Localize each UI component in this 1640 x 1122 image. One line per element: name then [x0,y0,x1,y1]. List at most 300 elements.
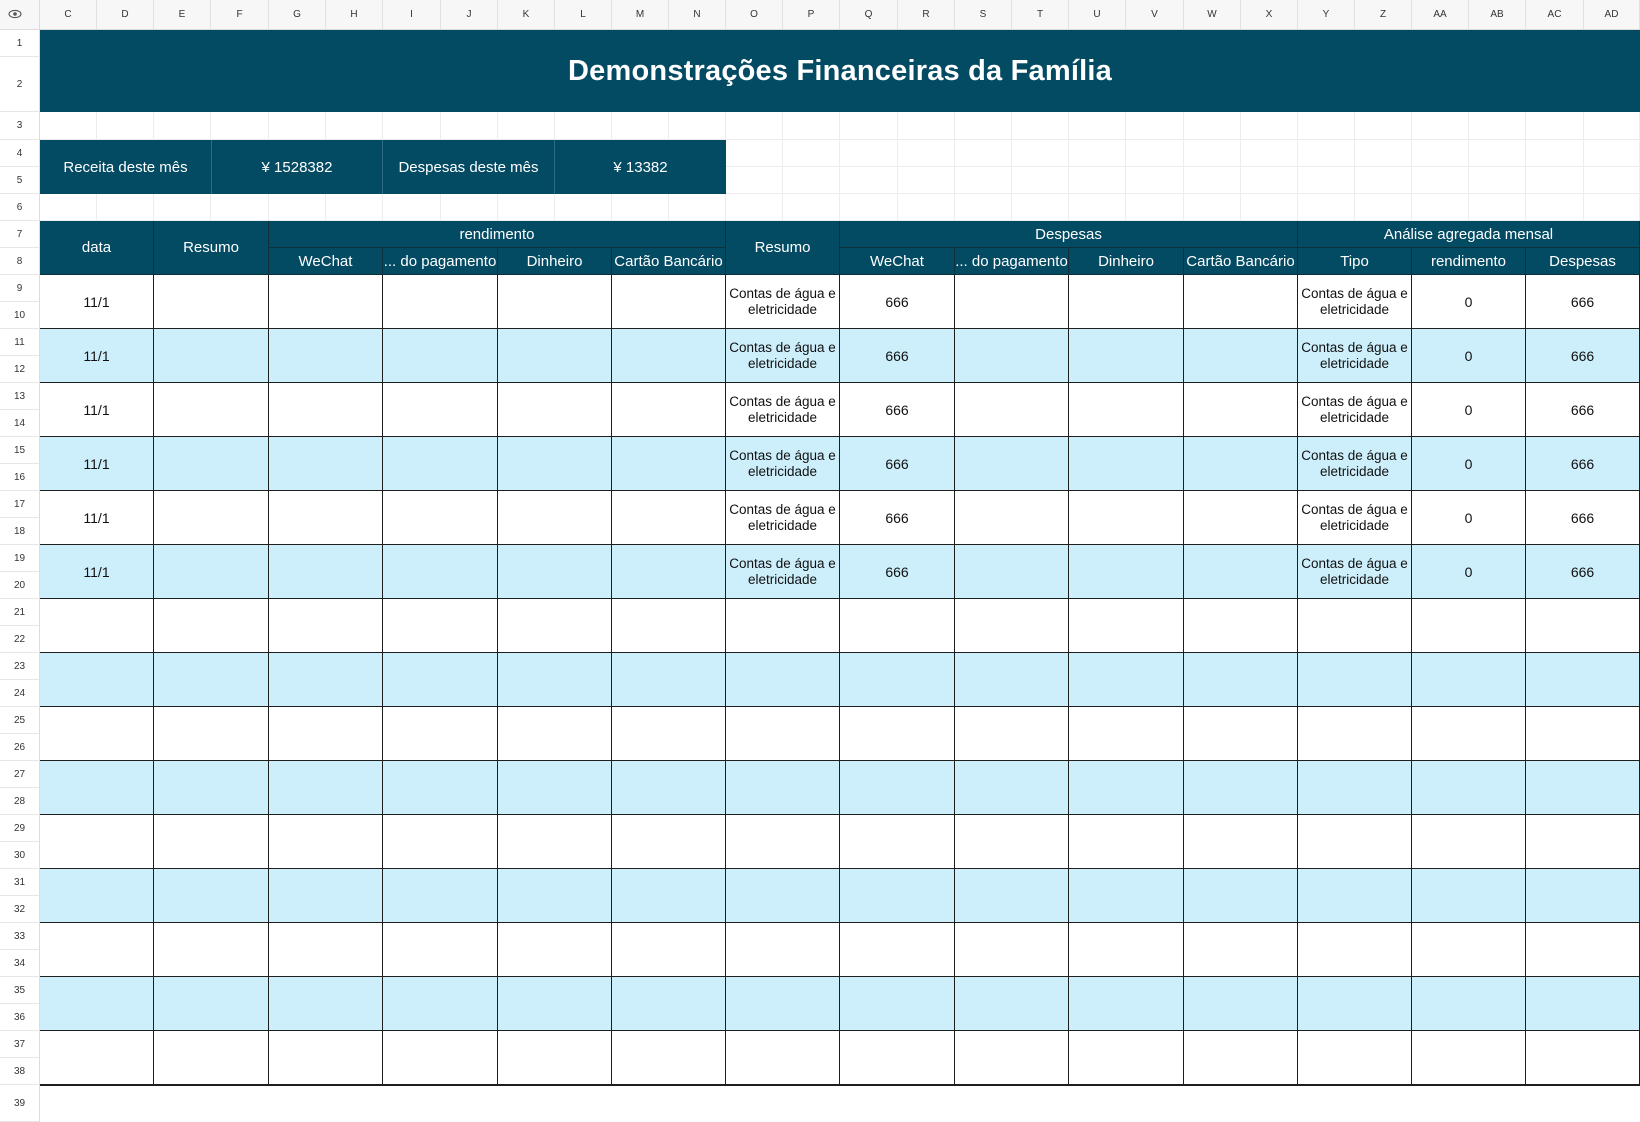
table-cell[interactable]: 666 [840,545,955,599]
table-cell[interactable]: 0 [1412,437,1526,491]
table-cell[interactable] [955,761,1069,815]
header-date[interactable]: data [40,221,154,275]
table-cell[interactable]: 11/1 [40,383,154,437]
table-cell[interactable] [1069,599,1184,653]
column-header[interactable]: I [383,0,441,30]
table-cell[interactable] [612,491,726,545]
grid-cell[interactable] [669,112,726,140]
grid-cell[interactable] [269,194,326,221]
table-cell[interactable] [1069,491,1184,545]
table-cell[interactable] [955,977,1069,1031]
grid-cell[interactable] [1412,140,1469,167]
table-cell[interactable] [1184,383,1298,437]
table-cell[interactable] [1184,329,1298,383]
table-cell[interactable] [726,1031,840,1085]
table-cell[interactable] [1412,815,1526,869]
header-summary-income[interactable]: Resumo [154,221,269,275]
table-cell[interactable] [1298,599,1412,653]
table-cell[interactable] [955,437,1069,491]
column-header[interactable]: D [97,0,154,30]
grid-cell[interactable] [955,167,1012,194]
row-header[interactable]: 36 [0,1004,40,1031]
table-cell[interactable] [40,923,154,977]
grid-cell[interactable] [898,167,955,194]
table-cell[interactable] [1184,977,1298,1031]
table-cell[interactable] [1298,923,1412,977]
table-cell[interactable] [1526,869,1640,923]
grid-cell[interactable] [898,194,955,221]
grid-cell[interactable] [383,194,441,221]
grid-cell[interactable] [1069,140,1126,167]
grid-cell[interactable] [612,112,669,140]
table-cell[interactable] [1412,869,1526,923]
header-income-col[interactable]: Dinheiro [498,248,612,275]
header-analysis-col[interactable]: Tipo [1298,248,1412,275]
row-header[interactable]: 16 [0,464,40,491]
table-cell[interactable] [726,815,840,869]
table-cell[interactable] [955,599,1069,653]
table-cell[interactable]: 0 [1412,275,1526,329]
grid-cell[interactable] [1012,112,1069,140]
grid-cell[interactable] [1526,140,1584,167]
table-cell[interactable] [498,599,612,653]
header-group-analysis[interactable]: Análise agregada mensal [1298,221,1640,248]
grid-cell[interactable] [555,194,612,221]
table-cell[interactable] [269,653,383,707]
grid-cell[interactable] [1526,194,1584,221]
grid-cell[interactable] [1584,140,1640,167]
column-header[interactable]: AD [1584,0,1640,30]
grid-cell[interactable] [726,167,783,194]
grid-cell[interactable] [726,194,783,221]
table-cell[interactable] [154,815,269,869]
table-cell[interactable]: 666 [1526,383,1640,437]
table-cell[interactable] [612,437,726,491]
table-cell[interactable] [1184,437,1298,491]
table-cell[interactable] [269,383,383,437]
table-cell[interactable] [1069,437,1184,491]
table-cell[interactable]: 666 [1526,545,1640,599]
table-cell[interactable] [1526,923,1640,977]
table-cell[interactable] [269,1031,383,1085]
table-cell[interactable]: 666 [840,383,955,437]
row-header[interactable]: 18 [0,518,40,545]
table-cell[interactable] [1412,1031,1526,1085]
table-cell[interactable] [383,923,498,977]
table-cell[interactable] [612,275,726,329]
table-cell[interactable] [269,437,383,491]
grid-cell[interactable] [1298,112,1355,140]
header-group-expense[interactable]: Despesas [840,221,1298,248]
grid-cell[interactable] [326,112,383,140]
table-cell[interactable] [269,977,383,1031]
table-cell[interactable] [840,923,955,977]
header-expense-col[interactable]: WeChat [840,248,955,275]
table-cell[interactable] [955,923,1069,977]
table-cell[interactable] [1412,923,1526,977]
table-cell[interactable] [383,761,498,815]
table-cell[interactable] [40,1085,154,1086]
column-header[interactable]: Y [1298,0,1355,30]
table-cell[interactable] [269,815,383,869]
header-summary-expense[interactable]: Resumo [726,221,840,275]
table-cell[interactable] [1069,275,1184,329]
grid-cell[interactable] [211,194,269,221]
table-cell[interactable] [1298,1085,1412,1086]
grid-cell[interactable] [154,112,211,140]
table-cell[interactable]: 666 [840,491,955,545]
grid-cell[interactable] [955,194,1012,221]
table-cell[interactable] [1069,761,1184,815]
table-cell[interactable]: Contas de água e eletricidade [1298,383,1412,437]
table-cell[interactable] [612,869,726,923]
table-cell[interactable] [726,977,840,1031]
column-header[interactable]: U [1069,0,1126,30]
grid-cell[interactable] [1012,140,1069,167]
table-cell[interactable] [154,491,269,545]
table-cell[interactable] [383,869,498,923]
column-header[interactable]: W [1184,0,1241,30]
table-cell[interactable] [269,275,383,329]
table-cell[interactable] [498,653,612,707]
row-header[interactable]: 8 [0,248,40,275]
grid-cell[interactable] [669,194,726,221]
column-header[interactable]: O [726,0,783,30]
column-header[interactable]: H [326,0,383,30]
table-cell[interactable] [498,491,612,545]
grid-cell[interactable] [1298,140,1355,167]
table-cell[interactable] [383,653,498,707]
table-cell[interactable] [612,1031,726,1085]
table-cell[interactable] [269,1085,383,1086]
table-cell[interactable] [955,545,1069,599]
table-cell[interactable]: 666 [1526,437,1640,491]
table-cell[interactable] [612,383,726,437]
grid-cell[interactable] [1069,112,1126,140]
table-cell[interactable] [383,491,498,545]
grid-cell[interactable] [840,167,898,194]
row-header[interactable]: 33 [0,923,40,950]
grid-cell[interactable] [97,112,154,140]
table-cell[interactable] [612,545,726,599]
row-header[interactable]: 39 [0,1085,40,1122]
table-cell[interactable] [498,707,612,761]
table-cell[interactable] [1184,761,1298,815]
table-cell[interactable] [40,815,154,869]
table-cell[interactable] [955,1085,1069,1086]
grid-cell[interactable] [1012,194,1069,221]
grid-cell[interactable] [1298,194,1355,221]
table-cell[interactable] [1069,869,1184,923]
table-cell[interactable] [955,815,1069,869]
header-expense-col[interactable]: ... do pagamento [955,248,1069,275]
table-cell[interactable] [840,869,955,923]
table-cell[interactable] [498,1031,612,1085]
grid-cell[interactable] [383,112,441,140]
grid-cell[interactable] [898,112,955,140]
table-cell[interactable]: Contas de água e eletricidade [726,275,840,329]
table-cell[interactable] [612,329,726,383]
table-cell[interactable] [498,1085,612,1086]
table-cell[interactable] [1526,977,1640,1031]
table-cell[interactable] [269,545,383,599]
table-cell[interactable] [154,707,269,761]
table-cell[interactable] [1069,1031,1184,1085]
table-cell[interactable] [840,653,955,707]
table-cell[interactable] [498,761,612,815]
column-header[interactable]: K [498,0,555,30]
grid-cell[interactable] [498,112,555,140]
table-cell[interactable] [612,761,726,815]
table-cell[interactable] [1184,653,1298,707]
grid-cell[interactable] [783,194,840,221]
table-cell[interactable] [1298,653,1412,707]
grid-cell[interactable] [1355,194,1412,221]
table-cell[interactable] [269,923,383,977]
table-cell[interactable] [154,437,269,491]
grid-cell[interactable] [1184,112,1241,140]
table-cell[interactable] [1184,1085,1298,1086]
table-cell[interactable] [1069,977,1184,1031]
table-cell[interactable] [1412,653,1526,707]
column-header[interactable]: N [669,0,726,30]
table-cell[interactable] [383,815,498,869]
row-header[interactable]: 19 [0,545,40,572]
grid-cell[interactable] [1469,167,1526,194]
table-cell[interactable] [1184,869,1298,923]
table-cell[interactable] [1526,1085,1640,1086]
table-cell[interactable] [383,707,498,761]
table-cell[interactable] [1298,815,1412,869]
table-cell[interactable] [955,383,1069,437]
table-cell[interactable] [269,329,383,383]
table-cell[interactable] [154,869,269,923]
table-cell[interactable] [269,599,383,653]
column-header[interactable]: AA [1412,0,1469,30]
row-header[interactable]: 30 [0,842,40,869]
grid-cell[interactable] [326,194,383,221]
table-cell[interactable] [726,707,840,761]
column-header[interactable]: AB [1469,0,1526,30]
table-cell[interactable] [726,653,840,707]
column-header[interactable]: G [269,0,326,30]
table-cell[interactable] [1298,707,1412,761]
grid-cell[interactable] [269,112,326,140]
table-cell[interactable] [498,329,612,383]
table-cell[interactable] [498,383,612,437]
row-header[interactable]: 23 [0,653,40,680]
table-cell[interactable] [383,329,498,383]
grid-cell[interactable] [1526,167,1584,194]
table-cell[interactable] [154,1031,269,1085]
table-cell[interactable] [383,545,498,599]
table-cell[interactable] [612,653,726,707]
table-cell[interactable] [612,707,726,761]
table-cell[interactable] [726,869,840,923]
table-cell[interactable] [40,653,154,707]
grid-cell[interactable] [1184,140,1241,167]
table-cell[interactable] [1069,383,1184,437]
row-header[interactable]: 38 [0,1058,40,1085]
row-header[interactable]: 15 [0,437,40,464]
grid-cell[interactable] [1355,112,1412,140]
income-value[interactable]: ¥ 1528382 [212,140,383,194]
row-header[interactable]: 5 [0,167,40,194]
table-cell[interactable]: 666 [840,275,955,329]
table-cell[interactable] [1526,815,1640,869]
grid-cell[interactable] [1184,167,1241,194]
header-income-col[interactable]: WeChat [269,248,383,275]
table-cell[interactable] [612,923,726,977]
table-cell[interactable] [1069,653,1184,707]
table-cell[interactable] [1412,599,1526,653]
table-cell[interactable] [840,1085,955,1086]
table-cell[interactable] [1069,707,1184,761]
grid-cell[interactable] [1412,112,1469,140]
grid-cell[interactable] [1241,194,1298,221]
grid-cell[interactable] [441,112,498,140]
grid-cell[interactable] [1184,194,1241,221]
table-cell[interactable] [498,869,612,923]
grid-cell[interactable] [1069,194,1126,221]
grid-cell[interactable] [97,194,154,221]
row-header[interactable]: 32 [0,896,40,923]
row-header[interactable]: 7 [0,221,40,248]
table-cell[interactable] [612,599,726,653]
table-cell[interactable] [498,437,612,491]
grid-cell[interactable] [1584,112,1640,140]
column-header[interactable]: E [154,0,211,30]
table-cell[interactable] [840,815,955,869]
row-header[interactable]: 2 [0,57,40,112]
table-cell[interactable] [955,707,1069,761]
table-cell[interactable] [726,1085,840,1086]
row-header[interactable]: 24 [0,680,40,707]
column-header[interactable]: L [555,0,612,30]
table-cell[interactable] [1184,1031,1298,1085]
table-cell[interactable] [1298,869,1412,923]
table-cell[interactable] [40,977,154,1031]
grid-cell[interactable] [1126,112,1184,140]
grid-cell[interactable] [840,194,898,221]
grid-cell[interactable] [441,194,498,221]
table-cell[interactable]: Contas de água e eletricidade [726,383,840,437]
table-cell[interactable] [383,977,498,1031]
table-cell[interactable] [383,1031,498,1085]
table-cell[interactable]: 11/1 [40,329,154,383]
expense-value[interactable]: ¥ 13382 [555,140,726,194]
grid-cell[interactable] [1126,140,1184,167]
table-cell[interactable] [154,1085,269,1086]
row-header[interactable]: 37 [0,1031,40,1058]
table-cell[interactable]: 11/1 [40,275,154,329]
table-cell[interactable] [269,761,383,815]
table-cell[interactable] [1184,545,1298,599]
table-cell[interactable] [840,1031,955,1085]
column-header[interactable]: Z [1355,0,1412,30]
row-header[interactable]: 1 [0,30,40,57]
grid-cell[interactable] [840,112,898,140]
grid-cell[interactable] [1126,194,1184,221]
header-analysis-col[interactable]: Despesas [1526,248,1640,275]
row-header[interactable]: 31 [0,869,40,896]
table-cell[interactable] [154,599,269,653]
table-cell[interactable] [154,545,269,599]
table-cell[interactable] [955,491,1069,545]
table-cell[interactable] [1184,599,1298,653]
table-cell[interactable] [383,599,498,653]
table-cell[interactable] [383,383,498,437]
table-cell[interactable] [1526,599,1640,653]
grid-cell[interactable] [840,140,898,167]
header-expense-col[interactable]: Dinheiro [1069,248,1184,275]
table-cell[interactable] [154,977,269,1031]
table-cell[interactable]: 666 [1526,275,1640,329]
table-cell[interactable]: Contas de água e eletricidade [726,491,840,545]
table-cell[interactable] [840,707,955,761]
table-cell[interactable] [498,275,612,329]
table-cell[interactable] [1412,977,1526,1031]
table-cell[interactable] [40,599,154,653]
grid-cell[interactable] [898,140,955,167]
column-header[interactable]: T [1012,0,1069,30]
grid-cell[interactable] [1584,167,1640,194]
row-header[interactable]: 26 [0,734,40,761]
column-header[interactable]: C [40,0,97,30]
row-header[interactable]: 27 [0,761,40,788]
table-cell[interactable] [154,329,269,383]
grid-cell[interactable] [154,194,211,221]
header-expense-col[interactable]: Cartão Bancário [1184,248,1298,275]
table-cell[interactable] [1184,923,1298,977]
table-cell[interactable] [612,1085,726,1086]
table-cell[interactable]: Contas de água e eletricidade [1298,545,1412,599]
grid-cell[interactable] [211,112,269,140]
row-header[interactable]: 4 [0,140,40,167]
column-header[interactable]: P [783,0,840,30]
table-cell[interactable]: 11/1 [40,491,154,545]
grid-cell[interactable] [1355,140,1412,167]
table-cell[interactable]: 11/1 [40,545,154,599]
table-cell[interactable] [955,329,1069,383]
table-cell[interactable] [154,383,269,437]
grid-cell[interactable] [1298,167,1355,194]
grid-cell[interactable] [498,194,555,221]
grid-cell[interactable] [1584,194,1640,221]
table-cell[interactable]: 666 [1526,491,1640,545]
table-cell[interactable]: 11/1 [40,437,154,491]
grid-cell[interactable] [1241,140,1298,167]
grid-cell[interactable] [783,112,840,140]
table-cell[interactable] [498,923,612,977]
table-cell[interactable]: Contas de água e eletricidade [1298,329,1412,383]
table-cell[interactable] [1184,707,1298,761]
select-all-corner[interactable] [0,0,40,30]
table-cell[interactable] [269,707,383,761]
table-cell[interactable]: 666 [840,437,955,491]
table-cell[interactable] [1069,545,1184,599]
eye-icon[interactable] [8,8,22,20]
header-group-income[interactable]: rendimento [269,221,726,248]
row-header[interactable]: 14 [0,410,40,437]
table-cell[interactable] [1526,1031,1640,1085]
table-cell[interactable]: Contas de água e eletricidade [726,329,840,383]
table-cell[interactable] [955,869,1069,923]
row-header[interactable]: 20 [0,572,40,599]
table-cell[interactable] [383,275,498,329]
table-cell[interactable] [1526,761,1640,815]
row-header[interactable]: 12 [0,356,40,383]
